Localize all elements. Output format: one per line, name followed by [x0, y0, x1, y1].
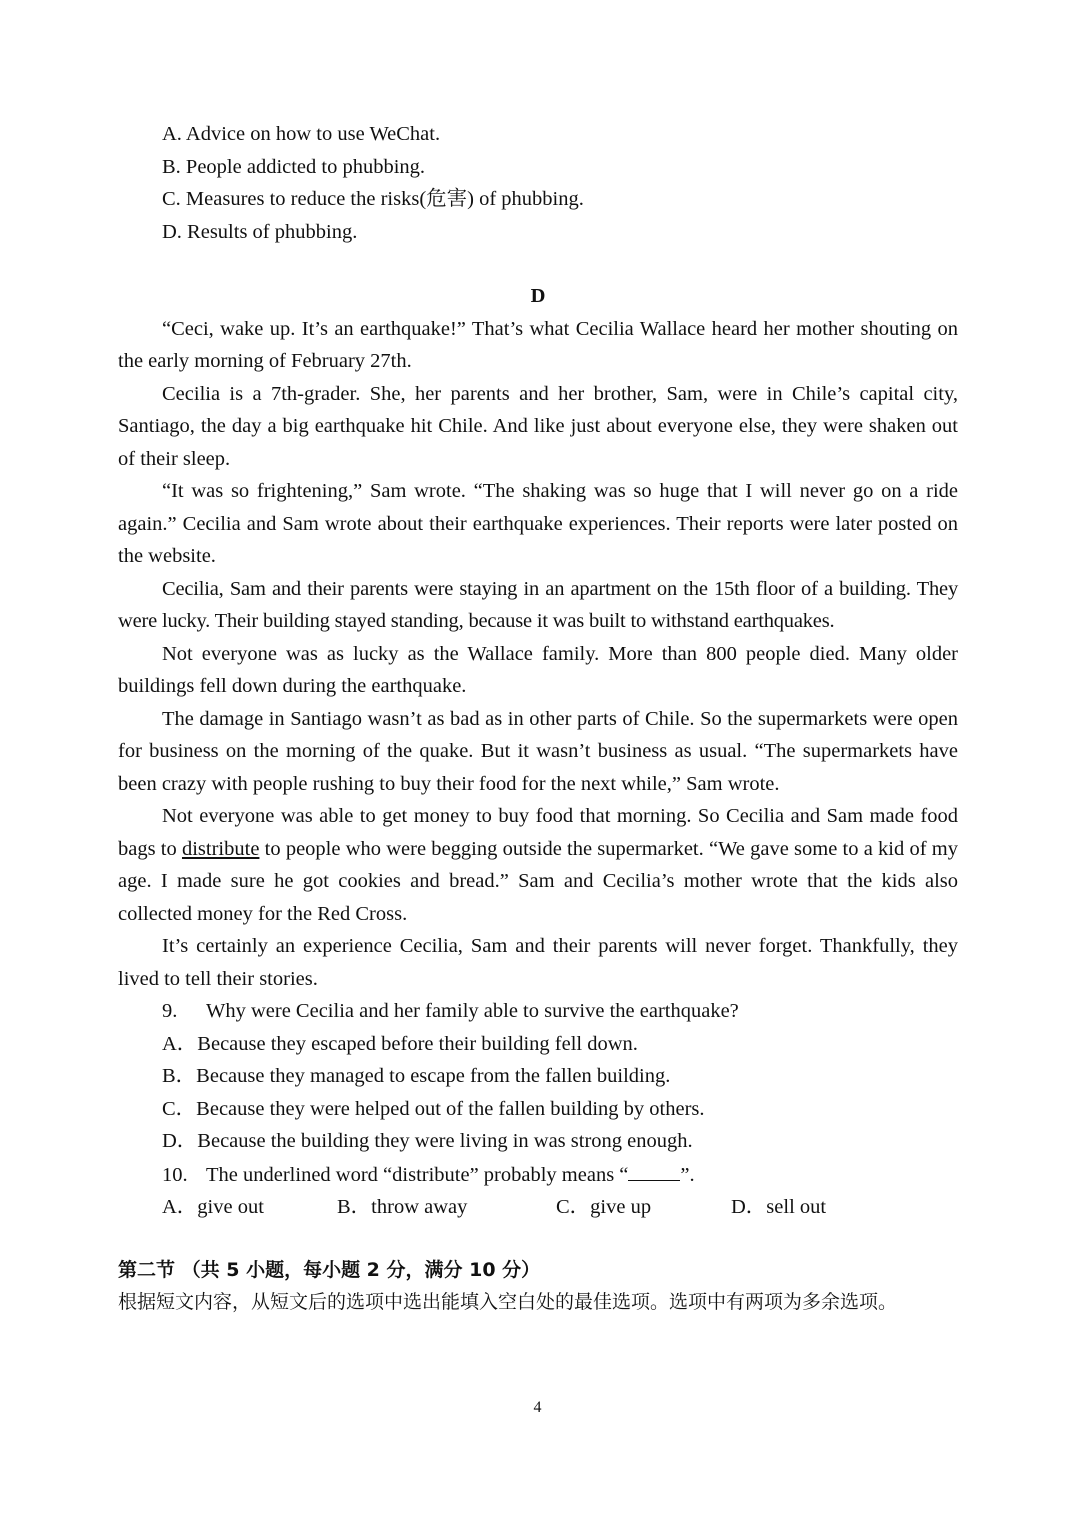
q10-option-b: B．throw away	[337, 1196, 468, 1218]
paragraph-7	[118, 800, 958, 930]
q9-option-d: D．Because the building they were living in was strong enough.	[162, 1130, 693, 1152]
paragraph-5: Not everyone was as lucky as the Wallace family. More than 800 people died. Many older buildings fell down during the earthquake.	[118, 642, 958, 697]
question-10-stem	[118, 1158, 958, 1192]
question-9-stem	[118, 995, 958, 1028]
paragraph-1: “Ceci, wake up. It’s an earthquake!” That’s what Cecilia Wallace heard her mother shouting on the early morning of February 27th.	[118, 317, 958, 372]
option-d: D. Results of phubbing.	[162, 220, 358, 243]
document-page	[118, 118, 958, 1318]
question-10-text-end: ”.	[680, 1163, 695, 1186]
paragraph-2: Cecilia is a 7th-grader. She, her parents and her brother, Sam, were in Chile’s capital city, Santiago, the day a big earthquake hit Chile. And like just about everyone else, they were shaken out of their sleep.	[118, 382, 958, 470]
question-10-number: 10.	[162, 1163, 188, 1186]
question-9-text: Why were Cecilia and her family able to survive the earthquake?	[206, 1000, 739, 1022]
previous-question-options	[118, 118, 958, 248]
question-10-text-start: The underlined word “distribute” probably means “	[206, 1163, 629, 1186]
q9-option-c: C．Because they were helped out of the fallen building by others.	[162, 1097, 705, 1120]
q9-option-a: A．Because they escaped before their building fell down.	[162, 1032, 638, 1055]
paragraph-7-start: Not everyone was able to get money to buy food that morning. So Cecilia and Sam made food bags to	[118, 805, 958, 860]
q10-option-c: C．give up	[556, 1196, 652, 1218]
paragraph-4: Cecilia, Sam and their parents were staying in an apartment on the 15th floor of a building. They were lucky. Their building stayed standing, because it was built to withstand earthquakes.	[118, 577, 958, 632]
passage-body	[118, 313, 958, 996]
option-b: B. People addicted to phubbing.	[162, 155, 426, 178]
question-9-number: 9.	[162, 1000, 178, 1022]
option-c: C. Measures to reduce the risks(危害) of phubbing.	[162, 188, 584, 210]
question-10	[118, 1158, 958, 1224]
q10-option-a: A．give out	[162, 1196, 264, 1218]
section-title: 第二节 （共 5 小题，每小题 2 分，满分 10 分）	[118, 1258, 541, 1281]
paragraph-3: “It was so frightening,” Sam wrote. “The shaking was so huge that I will never go on a ride again.” Cecilia and Sam wrote about their earthquake experiences. Their reports were later posted on the website.	[118, 480, 958, 567]
section-instruction: 根据短文内容，从短文后的选项中选出能填入空白处的最佳选项。选项中有两项为多余选项。	[118, 1291, 898, 1313]
option-a: A. Advice on how to use WeChat.	[162, 123, 441, 145]
q10-options	[118, 1191, 958, 1224]
page-number: 4	[533, 1399, 542, 1416]
paragraph-7-end: to people who were begging outside the supermarket. “We gave some to a kid of my age. I made sure he got cookies and bread.” Sam and Cecilia’s mother wrote that the kids also collected money for the Red Cross.	[118, 837, 958, 925]
paragraph-8: It’s certainly an experience Cecilia, Sam and their parents will never forget. Thankfully, they lived to tell their stories.	[118, 935, 958, 990]
q9-option-b: B．Because they managed to escape from the fallen building.	[162, 1065, 671, 1087]
answer-blank	[628, 1158, 680, 1181]
underlined-word: distribute	[181, 837, 260, 860]
question-9	[118, 995, 958, 1158]
q10-option-d: D．sell out	[731, 1196, 827, 1218]
passage-heading: D	[530, 285, 546, 307]
paragraph-6: The damage in Santiago wasn’t as bad as in other parts of Chile. So the supermarkets were open for business on the morning of the quake. But it wasn’t business as usual. “The supermarkets have been crazy with people rushing to buy their food for the next while,” Sam wrote.	[118, 707, 958, 795]
